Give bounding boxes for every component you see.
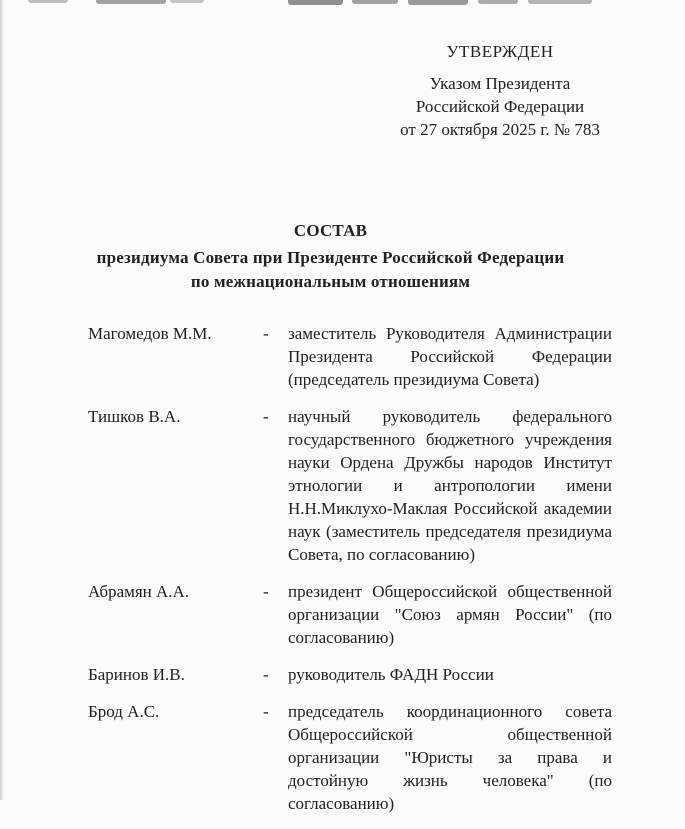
- member-row: [88, 663, 612, 686]
- approval-authority-line-2: Российской Федерации: [415, 97, 585, 116]
- member-separator: -: [263, 702, 269, 721]
- title-subject-line-1: президиума Совета при Президенте Российской Федерации: [96, 248, 565, 267]
- member-name: Брод А.С.: [88, 702, 160, 721]
- member-separator: -: [263, 324, 269, 343]
- title-word: СОСТАВ: [293, 221, 368, 240]
- member-separator: -: [263, 665, 269, 684]
- member-description: научный руководитель федерального государственного бюджетного учреждения науки Ордена Дружбы народов Институт этнологии и антропологии имени Н.Н.Миклухо-Маклая Российской академии наук (заместитель председателя президиума Совета, по согласованию): [288, 407, 612, 564]
- approval-block: [367, 40, 633, 141]
- member-separator: -: [263, 407, 269, 426]
- title-subject-line-2: по межнациональным отношениям: [190, 272, 471, 291]
- approval-status: УТВЕРЖДЕН: [446, 42, 554, 61]
- member-row: [88, 322, 612, 391]
- member-separator: -: [263, 582, 269, 601]
- approval-authority-line-1: Указом Президента: [429, 74, 571, 93]
- member-row: [88, 580, 612, 649]
- member-name: Тишков В.А.: [88, 407, 181, 426]
- member-description: руководитель ФАДН России: [288, 665, 494, 684]
- member-description: председатель координационного совета Общероссийской общественной организации "Юристы за права и достойную жизнь человека" (по согласованию): [288, 702, 612, 813]
- member-name: Магомедов М.М.: [88, 324, 212, 343]
- scan-artifact-top-edge: [0, 0, 685, 6]
- member-name: Абрамян А.А.: [88, 582, 190, 601]
- scan-artifact-left-edge: [0, 0, 4, 800]
- members-list: [88, 322, 612, 829]
- approval-date-number: от 27 октября 2025 г. № 783: [400, 120, 600, 139]
- member-description: заместитель Руководителя Администрации Президента Российской Федерации (председатель президиума Совета): [288, 324, 612, 389]
- member-row: [88, 700, 612, 815]
- member-description: президент Общероссийской общественной организации "Союз армян России" (по согласованию): [288, 582, 612, 647]
- member-row: [88, 405, 612, 566]
- document-title: [0, 219, 661, 294]
- member-name: Баринов И.В.: [88, 665, 185, 684]
